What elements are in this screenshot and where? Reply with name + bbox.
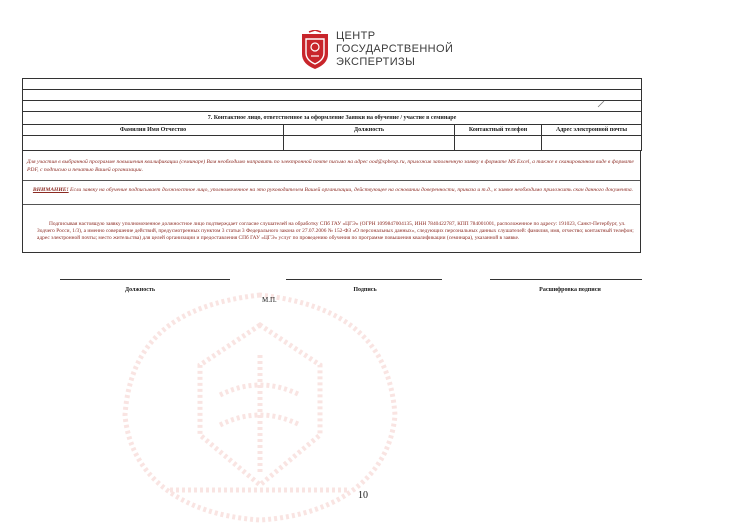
table-row	[23, 79, 642, 90]
watermark-emblem-icon	[110, 285, 410, 525]
cell-phone[interactable]	[455, 136, 542, 151]
divider	[23, 204, 640, 205]
notice-warning	[27, 187, 639, 195]
signature-line[interactable]	[286, 279, 442, 280]
col-header-email: Адрес электронной почты	[542, 125, 642, 136]
cell-full-name[interactable]	[23, 136, 284, 151]
pen-mark-icon	[596, 99, 606, 109]
header-logo	[300, 30, 453, 70]
notice-email-instructions: Для участия в выбранной программе повышения квалификации (семинаре) Вам необходимо направить по электронной почте письмо на адрес ood@spbexp.ru, приложив заполненную заявку в формате MS Excel, а также в сканированном виде в формате PDF, с подписью и печатью Вашей организации.	[27, 159, 634, 173]
position-line[interactable]	[60, 279, 230, 280]
table-row	[23, 90, 642, 101]
col-header-position: Должность	[284, 125, 455, 136]
signature-label: Подпись	[353, 287, 377, 293]
signature-decode-line[interactable]	[490, 279, 642, 280]
cell-position[interactable]	[284, 136, 455, 151]
signature-decode-label: Расшифровка подписи	[539, 287, 601, 293]
page-number: 10	[358, 490, 368, 501]
section-title: 7. Контактное лицо, ответственное за оформление Заявки на обучение / участие в семинаре	[23, 112, 642, 125]
stamp-place-label: М.П.	[262, 296, 277, 304]
org-name-line2: ГОСУДАРСТВЕННОЙ	[336, 43, 454, 55]
warning-label: ВНИМАНИЕ!	[32, 187, 69, 193]
org-name-line3: ЭКСПЕРТИЗЫ	[336, 56, 416, 68]
org-name	[336, 30, 453, 69]
table-row	[23, 101, 642, 112]
divider	[23, 180, 640, 181]
consent-text: Подписывая настоящую заявку уполномоченное должностное лицо подтверждает согласие слушателей на обработку СПб ГАУ «ЦГЭ» (ОГРН 1099847004135, ИНН 7840422787, КПП 784001001, расположенное по адресу: 191023, Санкт-Петербург, ул. Зодчего Росси, 1/3), а именно совершение действий, предусмотренных пунктом 3 статьи 3 Федерального закона от 27.07.2006 № 152-ФЗ «О персональных данных», следующих персональных данных слушателей: фамилия, имя, отчество; контактный телефон; адрес электронной почты; место жительства) для целей организации и предоставления СПб ГАУ «ЦГЭ» услуг по проведению обучения по программе повышения квалификации (семинара), указанной в заявке.	[37, 221, 634, 242]
col-header-phone: Контактный телефон	[455, 125, 542, 136]
org-name-line1: ЦЕНТР	[336, 30, 376, 42]
notice-box	[22, 150, 641, 253]
position-label: Должность	[124, 287, 155, 293]
coat-of-arms-icon	[300, 30, 330, 70]
col-header-full-name: Фамилия Имя Отчество	[23, 125, 284, 136]
cell-email[interactable]	[542, 136, 642, 151]
warning-text: Если заявку на обучение подписывает должностное лицо, уполномоченное на это руководителем Вашей организации, действующее на основании доверенности, приказа и т.д., к заявке необходимо приложить скан данного документа.	[68, 187, 634, 193]
contact-person-table	[22, 78, 642, 151]
